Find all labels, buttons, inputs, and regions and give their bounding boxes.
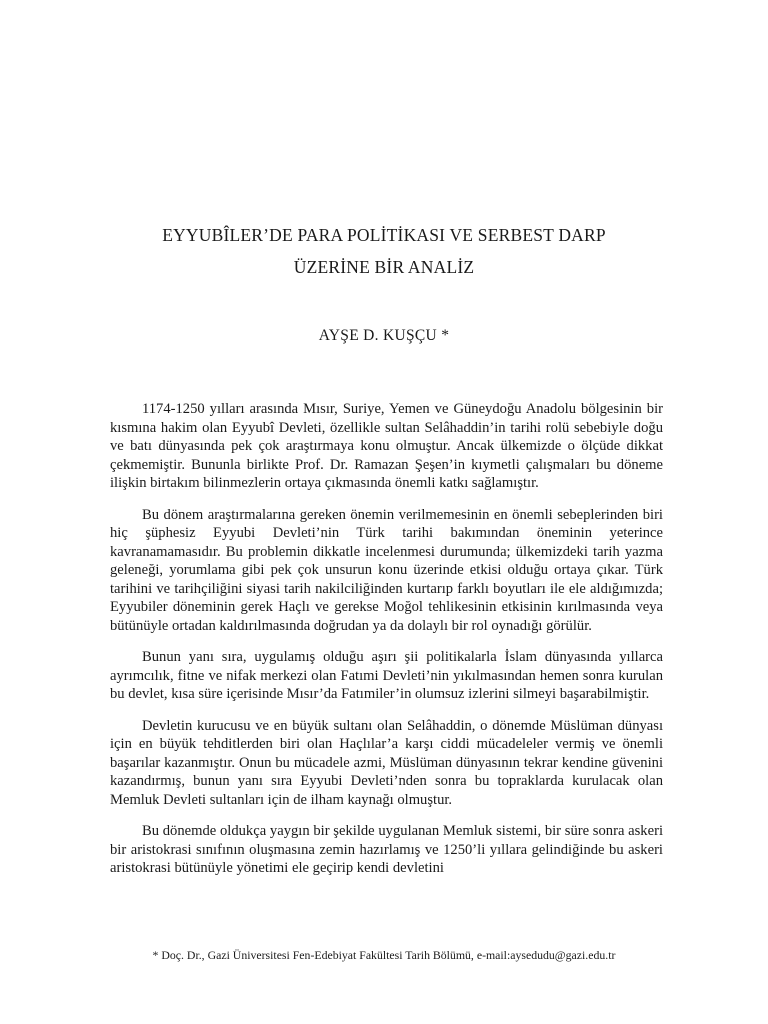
article-title-line-1: EYYUBÎLER’DE PARA POLİTİKASI VE SERBEST DARP [162,225,606,245]
paragraph-2: Bu dönem araştırmalarına gereken önemin verilmemesinin en önemli sebeplerinden biri hiç şüphesiz Eyyubi Devleti’nin Türk tarihi bakımından öneminin yeterince kavranamamasıdır. Bu problemin dikkatle incelenmesi durumunda; ülkemizdeki tarih yazma geleneği, yorumlama gibi pek çok unsurun konu üzerinde etkisi olduğu ortaya çıkar. Türk tarihini ve tarihçiliğini siyasi tarih nakilciliğinden kurtarıp farklı boyutları ile ele aldığımızda; Eyyubiler döneminin gerek Haçlı ve gerekse Moğol tehlikesinin etkisinin kırılmasında veya bütünüyle ortadan kaldırılmasında doğrudan ya da dolaylı bir rol oynadığı görülür. [110,506,663,634]
paragraph-4: Devletin kurucusu ve en büyük sultanı olan Selâhaddin, o dönemde Müslüman dünyası için en büyük tehditlerden biri olan Haçlılar’a karşı ciddi mücadeleler vermiş ve önemli başarılar kazanmıştır. Onun bu mücadele azmi, Müslüman dünyasının tekrar kendine güvenini kazandırmış, bunun yanı sıra Eyyubi Devleti’nden sonra bu topraklarda kurulacak olan Memluk Devleti sultanları için de ilham kaynağı olmuştur. [110,717,663,808]
paragraph-1: 1174-1250 yılları arasında Mısır, Suriye, Yemen ve Güneydoğu Anadolu bölgesinin bir kısmına hakim olan Eyyubî Devleti, özellikle sultan Selâhaddin’in tarihi rolü sebebiyle doğu ve batı dünyasında pek çok araştırmaya konu olmuştur. Ancak ülkemizde o ölçüde dikkat çekmemiştir. Bununla birlikte Prof. Dr. Ramazan Şeşen’in kıymetli çalışmaları bu döneme ilişkin birtakım bilinmezlerin ortaya çıkmasında önemli katkı sağlamıştır. [110,401,663,491]
author-footnote: * Doç. Dr., Gazi Üniversitesi Fen-Edebiyat Fakültesi Tarih Bölümü, e-mail:aysedudu@gazi.edu.tr [152,948,616,962]
article-body [110,400,663,878]
paragraph-5: Bu dönemde oldukça yaygın bir şekilde uygulanan Memluk sistemi, bir süre sonra askeri bir aristokrasi sınıfının oluşmasına zemin hazırlamış ve 1250’li yıllara gelindiğinde bu askeri aristokrasi bütünüyle yönetimi ele geçirip kendi devletini [110,823,663,876]
author-name: AYŞE D. KUŞÇU * [318,327,450,344]
paragraph-3: Bunun yanı sıra, uygulamış olduğu aşırı şii politikalarla İslam dünyasında yıllarca ayrımcılık, fitne ve nifak merkezi olan Fatımi Devleti’nin yıkılmasından hemen sonra kurulan bu devlet, kısa süre içerisinde Mısır’da Fatımiler’in olumsuz izlerini silmeyi başarabilmiştir. [110,649,663,702]
article-title-line-2: ÜZERİNE BİR ANALİZ [293,257,475,277]
